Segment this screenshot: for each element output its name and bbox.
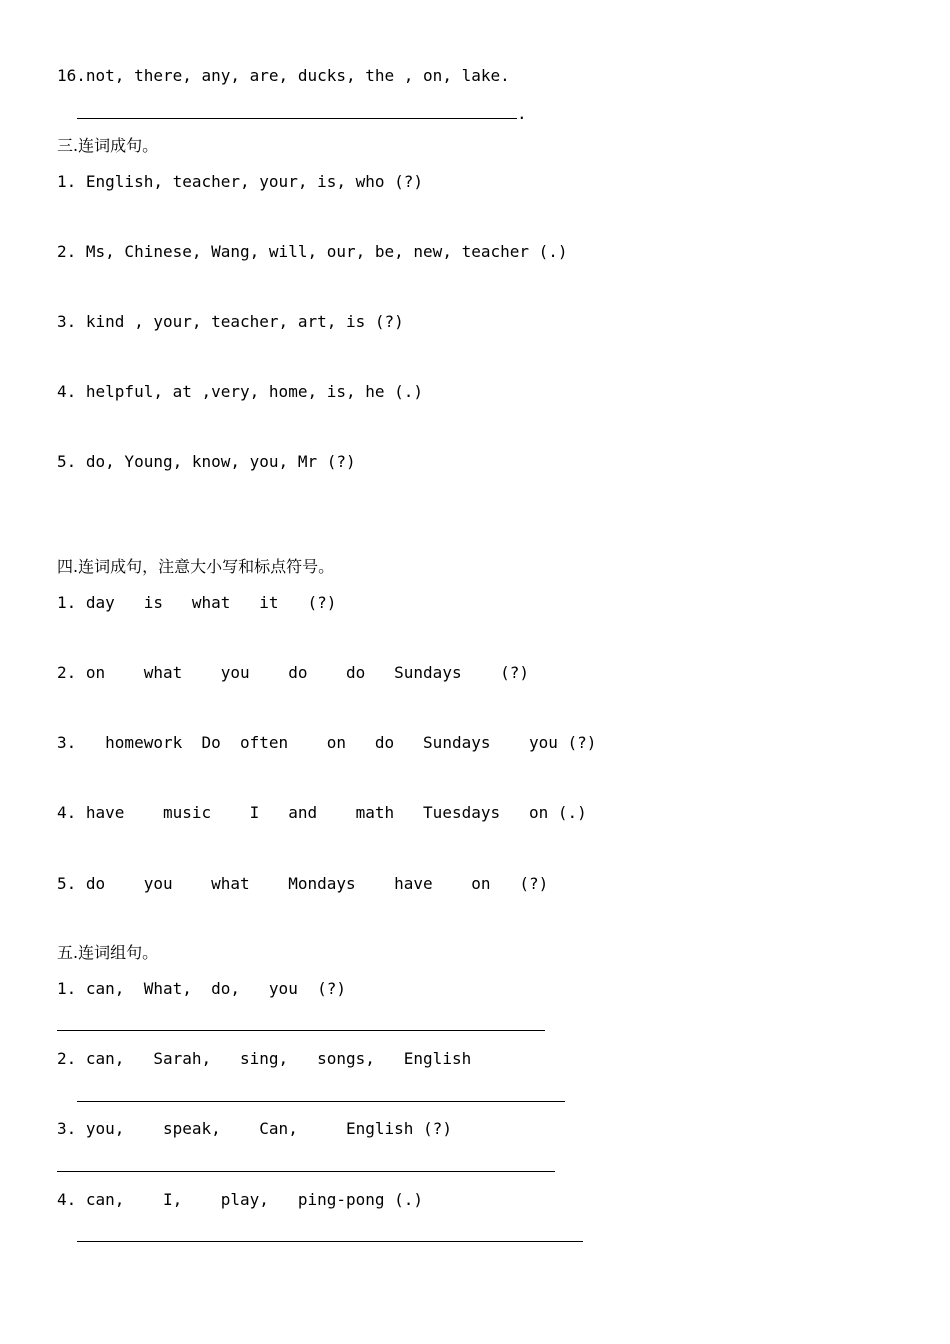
section-5-heading: 五.连词组句。	[57, 943, 159, 962]
item-16-prompt: 16.not, there, any, are, ducks, the , on, lake.	[57, 66, 510, 85]
section-5-item-4: 4. can, I, play, ping-pong (.)	[57, 1190, 424, 1209]
section-4-heading: 四.连词成句，注意大小写和标点符号。	[57, 557, 335, 576]
section-3-item-1: 1. English, teacher, your, is, who (?)	[57, 172, 424, 191]
section-4-item-3: 3. homework Do often on do Sundays you (?)	[57, 733, 597, 752]
section-4-item-4: 4. have music I and math Tuesdays on (.)	[57, 803, 587, 822]
section-4-item-5: 5. do you what Mondays have on (?)	[57, 874, 549, 893]
section-4-item-2: 2. on what you do do Sundays (?)	[57, 663, 530, 682]
section-5-item-3: 3. you, speak, Can, English (?)	[57, 1119, 452, 1138]
section-3-item-3: 3. kind , your, teacher, art, is (?)	[57, 312, 404, 331]
answer-line-5-3[interactable]	[57, 1171, 555, 1172]
answer-line-16-period: .	[517, 104, 527, 123]
section-3-item-5: 5. do, Young, know, you, Mr (?)	[57, 452, 356, 471]
answer-line-16[interactable]	[77, 118, 517, 119]
answer-line-5-4[interactable]	[77, 1241, 583, 1242]
section-4-item-1: 1. day is what it (?)	[57, 593, 337, 612]
section-3-item-2: 2. Ms, Chinese, Wang, will, our, be, new, teacher (.)	[57, 242, 568, 261]
section-3-heading: 三.连词成句。	[57, 136, 159, 155]
section-5-item-1: 1. can, What, do, you (?)	[57, 979, 346, 998]
section-5-item-2: 2. can, Sarah, sing, songs, English	[57, 1049, 472, 1068]
answer-line-5-1[interactable]	[57, 1030, 545, 1031]
section-3-item-4: 4. helpful, at ,very, home, is, he (.)	[57, 382, 424, 401]
answer-line-5-2[interactable]	[77, 1101, 565, 1102]
